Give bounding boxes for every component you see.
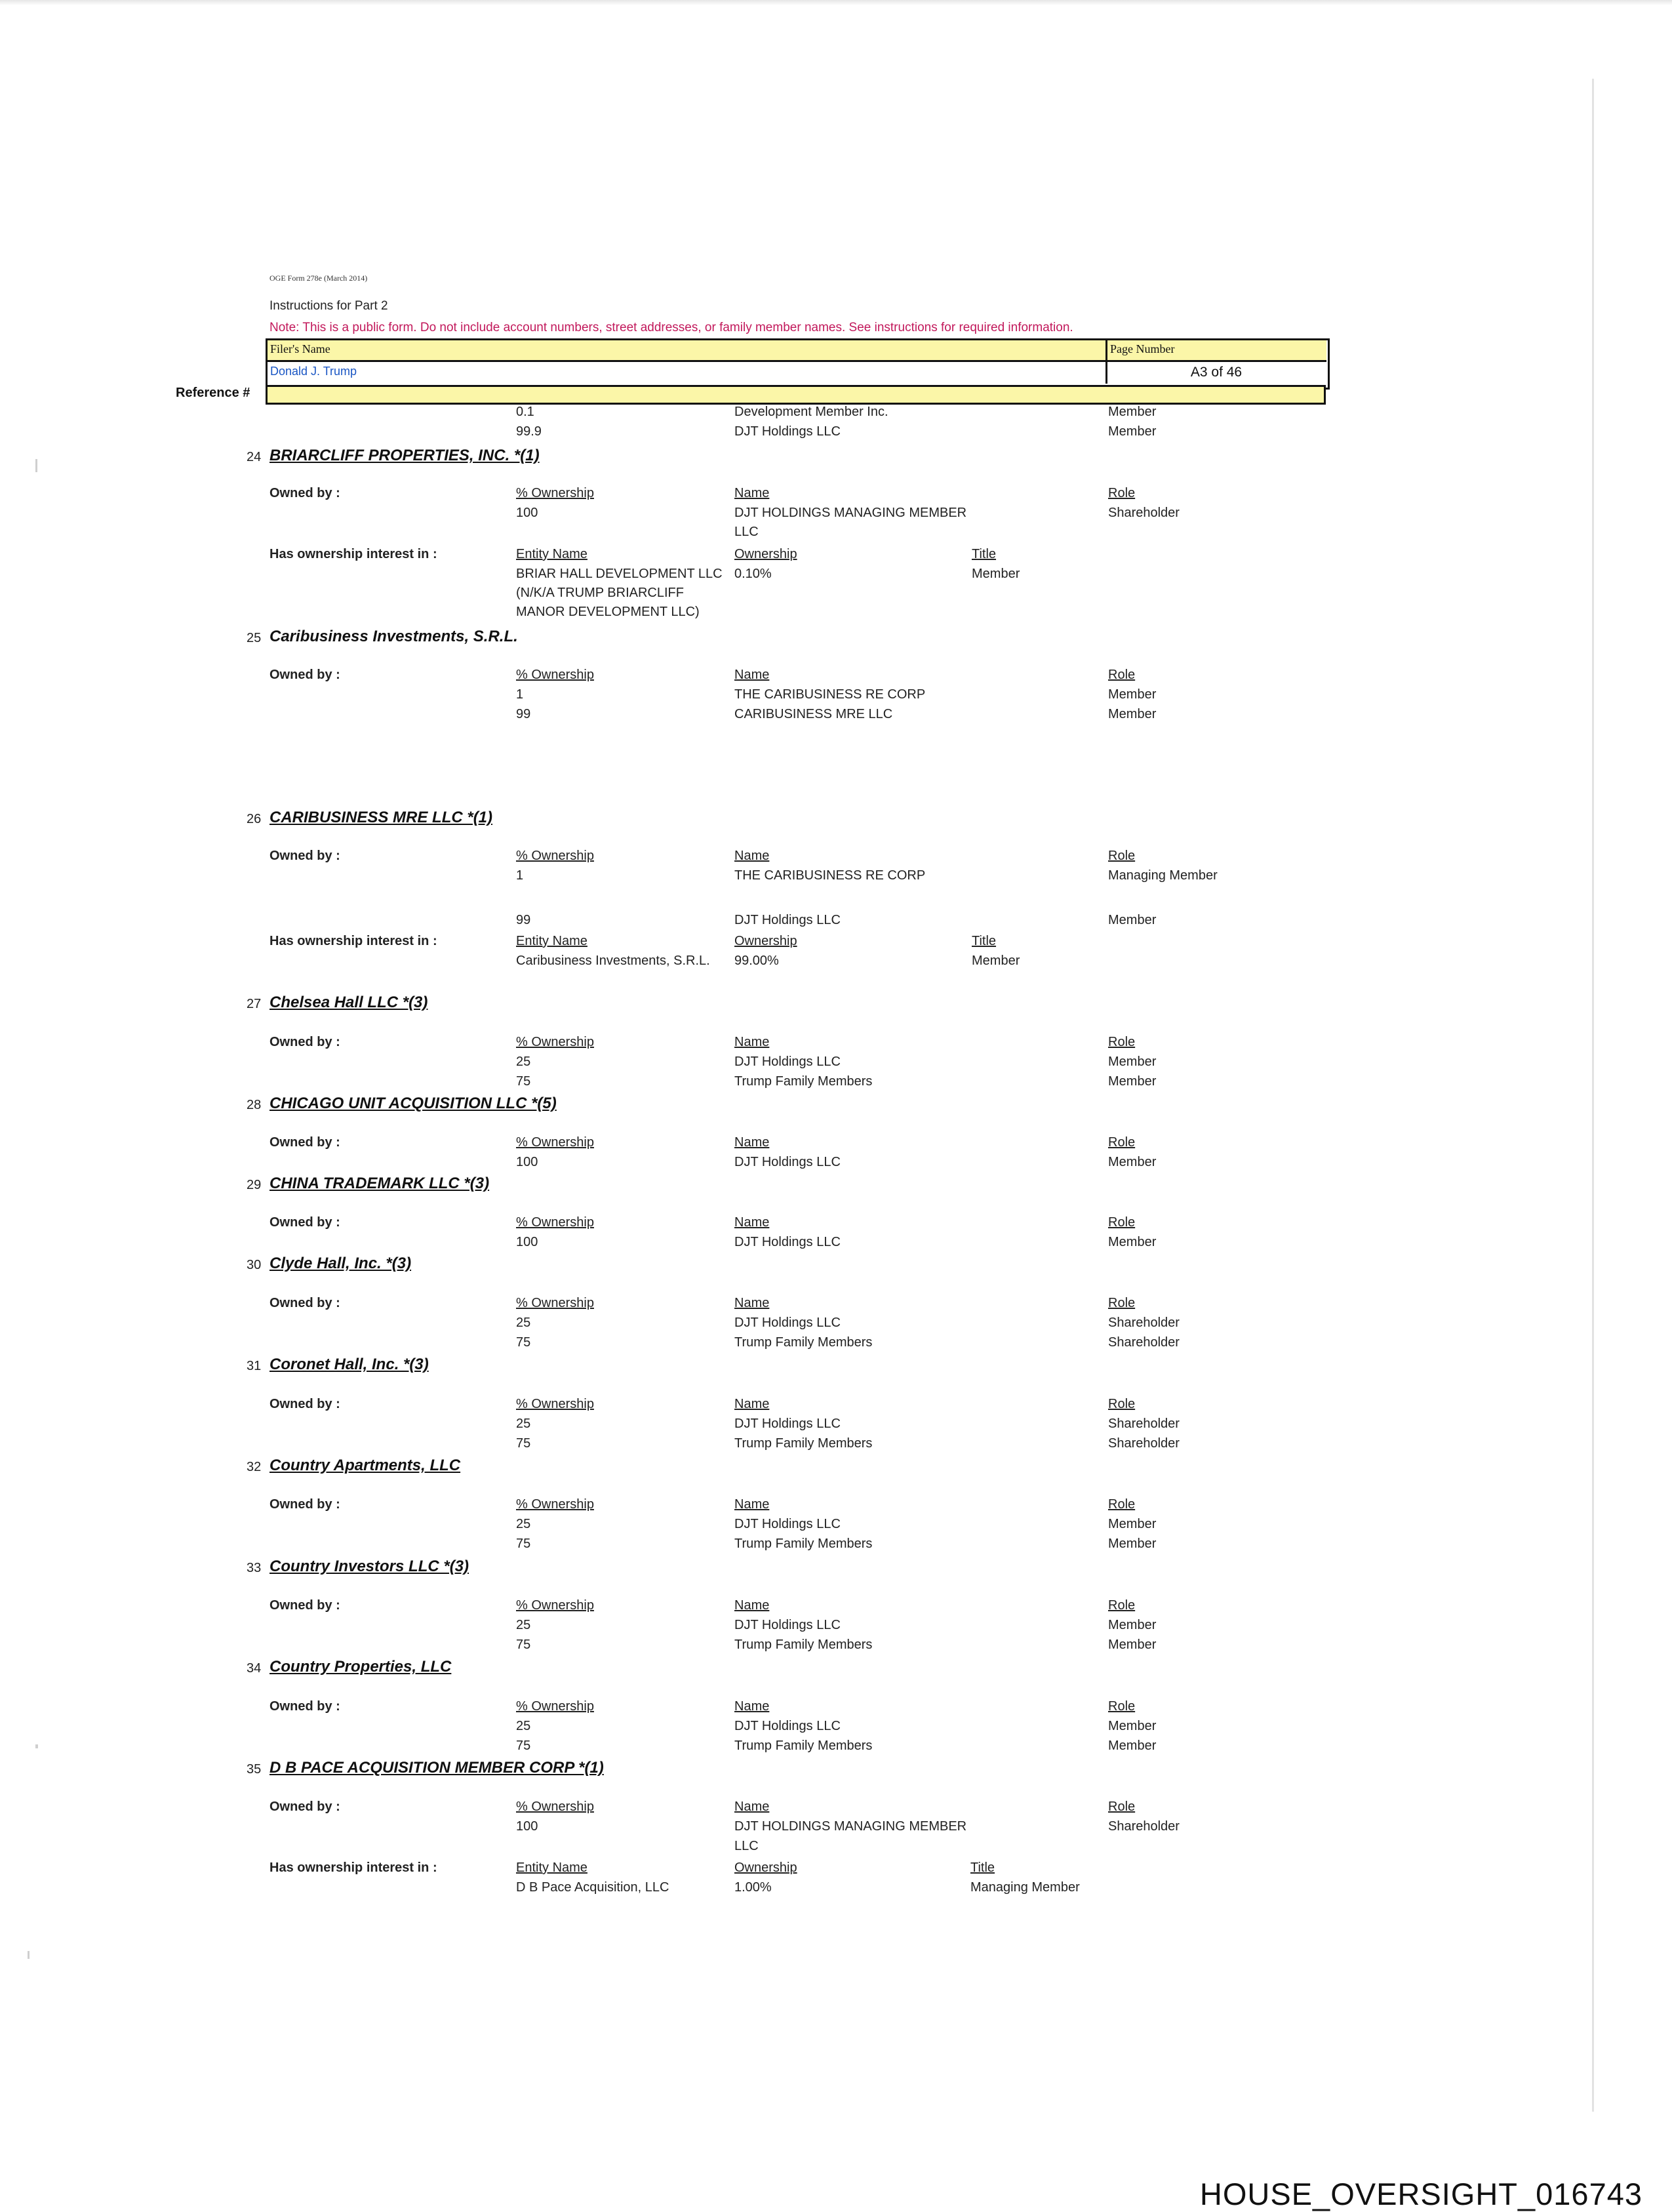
owner-pct: 25 <box>516 1618 531 1632</box>
entity-title: CHICAGO UNIT ACQUISITION LLC *(5) <box>269 1095 557 1112</box>
entity-title: Country Investors LLC *(3) <box>269 1558 469 1575</box>
interest-title: Managing Member <box>970 1880 1080 1895</box>
entity-number: 34 <box>247 1661 262 1676</box>
has-interest-label: Has ownership interest in : <box>269 934 437 948</box>
interest-ownership: 99.00% <box>734 954 779 968</box>
owner-name: Trump Family Members <box>734 1335 873 1350</box>
owner-name-cont: LLC <box>734 525 759 539</box>
owned-by-label: Owned by : <box>269 1296 340 1310</box>
name-header: Name <box>734 1135 770 1150</box>
interest-ownership: 0.10% <box>734 567 772 581</box>
pct-ownership-header: % Ownership <box>516 1497 594 1512</box>
pct-ownership-header: % Ownership <box>516 668 594 682</box>
owned-by-label: Owned by : <box>269 849 340 863</box>
owner-pct: 25 <box>516 1055 531 1069</box>
cont-row-2-pct: 99.9 <box>516 424 542 439</box>
name-header: Name <box>734 1497 770 1512</box>
role-header: Role <box>1108 1215 1136 1230</box>
role-header: Role <box>1108 1397 1136 1411</box>
cont-row-1-pct: 0.1 <box>516 405 534 419</box>
owner-role: Member <box>1108 1074 1157 1089</box>
owner-pct: 75 <box>516 1436 531 1451</box>
owner-name: THE CARIBUSINESS RE CORP <box>734 687 926 702</box>
entity-title: D B PACE ACQUISITION MEMBER CORP *(1) <box>269 1759 604 1777</box>
reference-label: Reference # <box>176 386 250 400</box>
filer-header-divider <box>1105 340 1107 384</box>
owner-name: Trump Family Members <box>734 1537 873 1551</box>
owned-by-label: Owned by : <box>269 1497 340 1512</box>
owned-by-label: Owned by : <box>269 1397 340 1411</box>
cont-row-1-name: Development Member Inc. <box>734 405 888 419</box>
owner-name: DJT Holdings LLC <box>734 1719 841 1733</box>
role-header: Role <box>1108 1598 1136 1613</box>
pct-ownership-header: % Ownership <box>516 1598 594 1613</box>
name-header: Name <box>734 849 770 863</box>
scan-right-edge <box>1592 79 1594 2112</box>
role-header: Role <box>1108 1497 1136 1512</box>
title-header: Title <box>970 1860 995 1875</box>
pct-ownership-header: % Ownership <box>516 1215 594 1230</box>
ownership-header: Ownership <box>734 1860 797 1875</box>
role-header: Role <box>1108 1296 1136 1310</box>
owner-name: DJT Holdings LLC <box>734 1235 841 1249</box>
owner-role: Member <box>1108 1155 1157 1169</box>
entity-number: 31 <box>247 1359 262 1373</box>
owned-by-label: Owned by : <box>269 1800 340 1814</box>
pct-ownership-header: % Ownership <box>516 1135 594 1150</box>
name-header: Name <box>734 1699 770 1714</box>
owner-pct: 25 <box>516 1719 531 1733</box>
role-header: Role <box>1108 1699 1136 1714</box>
owner-pct: 75 <box>516 1537 531 1551</box>
bates-stamp: HOUSE_OVERSIGHT_016743 <box>1199 2177 1642 2211</box>
owner-role: Shareholder <box>1108 1417 1180 1431</box>
owner-role: Shareholder <box>1108 1335 1180 1350</box>
interest-title: Member <box>972 567 1020 581</box>
entity-number: 32 <box>247 1460 262 1474</box>
owned-by-label: Owned by : <box>269 668 340 682</box>
owner-role: Managing Member <box>1108 868 1218 883</box>
owner-role: Member <box>1108 707 1157 721</box>
entity-number: 30 <box>247 1258 262 1272</box>
owned-by-label: Owned by : <box>269 486 340 500</box>
pct-ownership-header: % Ownership <box>516 1699 594 1714</box>
entity-number: 33 <box>247 1561 262 1575</box>
role-header: Role <box>1108 849 1136 863</box>
entity-title: Country Properties, LLC <box>269 1658 452 1676</box>
owner-role: Member <box>1108 1537 1157 1551</box>
owner-role: Member <box>1108 913 1157 927</box>
owner-pct: 75 <box>516 1739 531 1753</box>
owner-role: Member <box>1108 687 1157 702</box>
owner-role: Member <box>1108 1517 1157 1531</box>
entity-number: 29 <box>247 1178 262 1192</box>
entity-title: CARIBUSINESS MRE LLC *(1) <box>269 809 493 826</box>
owner-name: THE CARIBUSINESS RE CORP <box>734 868 926 883</box>
name-header: Name <box>734 1397 770 1411</box>
owner-name: Trump Family Members <box>734 1074 873 1089</box>
owner-name: DJT HOLDINGS MANAGING MEMBER <box>734 1819 967 1834</box>
name-header: Name <box>734 1035 770 1049</box>
entity-number: 35 <box>247 1762 262 1777</box>
scan-speck <box>35 459 37 472</box>
owner-name: DJT Holdings LLC <box>734 1417 841 1431</box>
role-header: Role <box>1108 1135 1136 1150</box>
owner-name: DJT Holdings LLC <box>734 913 841 927</box>
pct-ownership-header: % Ownership <box>516 486 594 500</box>
has-interest-label: Has ownership interest in : <box>269 547 437 561</box>
role-header: Role <box>1108 1800 1136 1814</box>
pct-ownership-header: % Ownership <box>516 1296 594 1310</box>
owner-pct: 75 <box>516 1638 531 1652</box>
has-interest-label: Has ownership interest in : <box>269 1860 437 1875</box>
interest-entity-name: BRIAR HALL DEVELOPMENT LLC <box>516 567 723 581</box>
pct-ownership-header: % Ownership <box>516 849 594 863</box>
owner-pct: 99 <box>516 707 531 721</box>
filer-name-label: Filer's Name <box>270 342 330 355</box>
title-header: Title <box>972 547 997 561</box>
scan-top-edge <box>0 0 1672 5</box>
interest-ownership: 1.00% <box>734 1880 772 1895</box>
interest-title: Member <box>972 954 1020 968</box>
owner-name: DJT Holdings LLC <box>734 1618 841 1632</box>
owner-role: Member <box>1108 1618 1157 1632</box>
entity-number: 28 <box>247 1098 262 1112</box>
entity-name-header: Entity Name <box>516 547 587 561</box>
interest-entity-name: Caribusiness Investments, S.R.L. <box>516 954 710 968</box>
entity-title: Country Apartments, LLC <box>269 1457 461 1474</box>
reference-field[interactable] <box>266 385 1326 405</box>
owner-role: Member <box>1108 1719 1157 1733</box>
owned-by-label: Owned by : <box>269 1699 340 1714</box>
owner-pct: 25 <box>516 1316 531 1330</box>
instructions-link[interactable]: Instructions for Part 2 <box>269 299 388 313</box>
entity-number: 26 <box>247 812 262 826</box>
owner-role: Shareholder <box>1108 1316 1180 1330</box>
filer-name-field[interactable]: Donald J. Trump <box>270 365 357 378</box>
owner-role: Shareholder <box>1108 506 1180 520</box>
owner-name: Trump Family Members <box>734 1436 873 1451</box>
name-header: Name <box>734 1215 770 1230</box>
name-header: Name <box>734 486 770 500</box>
owner-role: Shareholder <box>1108 1819 1180 1834</box>
owner-role: Member <box>1108 1638 1157 1652</box>
form-id: OGE Form 278e (March 2014) <box>269 273 368 283</box>
owned-by-label: Owned by : <box>269 1035 340 1049</box>
role-header: Role <box>1108 486 1136 500</box>
pct-ownership-header: % Ownership <box>516 1035 594 1049</box>
owner-name: DJT Holdings LLC <box>734 1055 841 1069</box>
owner-name: CARIBUSINESS MRE LLC <box>734 707 893 721</box>
entity-title: BRIARCLIFF PROPERTIES, INC. *(1) <box>269 447 540 464</box>
entity-name-header: Entity Name <box>516 1860 587 1875</box>
owned-by-label: Owned by : <box>269 1598 340 1613</box>
owner-name: DJT Holdings LLC <box>734 1316 841 1330</box>
scan-speck <box>35 1744 38 1748</box>
interest-entity-name-cont: MANOR DEVELOPMENT LLC) <box>516 605 700 619</box>
cont-row-1-role: Member <box>1108 405 1157 419</box>
entity-title: Coronet Hall, Inc. *(3) <box>269 1356 429 1373</box>
owner-name: DJT HOLDINGS MANAGING MEMBER <box>734 506 967 520</box>
page-number-label: Page Number <box>1110 342 1175 355</box>
owner-role: Member <box>1108 1235 1157 1249</box>
owned-by-label: Owned by : <box>269 1215 340 1230</box>
owner-pct: 75 <box>516 1074 531 1089</box>
entity-name-header: Entity Name <box>516 934 587 948</box>
scan-speck <box>28 1951 30 1959</box>
owned-by-label: Owned by : <box>269 1135 340 1150</box>
page-number-field[interactable]: A3 of 46 <box>1190 365 1243 380</box>
owner-role: Member <box>1108 1055 1157 1069</box>
interest-entity-name: D B Pace Acquisition, LLC <box>516 1880 669 1895</box>
name-header: Name <box>734 1296 770 1310</box>
owner-pct: 1 <box>516 687 524 702</box>
entity-title: Clyde Hall, Inc. *(3) <box>269 1255 412 1272</box>
owner-name: Trump Family Members <box>734 1739 873 1753</box>
role-header: Role <box>1108 1035 1136 1049</box>
entity-title: Chelsea Hall LLC *(3) <box>269 994 428 1011</box>
role-header: Role <box>1108 668 1136 682</box>
cont-row-2-role: Member <box>1108 424 1157 439</box>
owner-name: DJT Holdings LLC <box>734 1155 841 1169</box>
entity-number: 27 <box>247 997 262 1011</box>
owner-pct: 75 <box>516 1335 531 1350</box>
entity-title: CHINA TRADEMARK LLC *(3) <box>269 1175 490 1192</box>
owner-name: Trump Family Members <box>734 1638 873 1652</box>
owner-name-cont: LLC <box>734 1839 759 1853</box>
entity-title: Caribusiness Investments, S.R.L. <box>269 628 518 645</box>
title-header: Title <box>972 934 997 948</box>
ownership-header: Ownership <box>734 934 797 948</box>
owner-pct: 100 <box>516 1235 538 1249</box>
name-header: Name <box>734 668 770 682</box>
cont-row-2-name: DJT Holdings LLC <box>734 424 841 439</box>
owner-role: Shareholder <box>1108 1436 1180 1451</box>
owner-role: Member <box>1108 1739 1157 1753</box>
owner-name: DJT Holdings LLC <box>734 1517 841 1531</box>
owner-pct: 1 <box>516 868 524 883</box>
public-form-note: Note: This is a public form. Do not include account numbers, street addresses, or family member names. See instructions for required information. <box>269 321 1073 334</box>
owner-pct: 99 <box>516 913 531 927</box>
owner-pct: 100 <box>516 1155 538 1169</box>
owner-pct: 100 <box>516 1819 538 1834</box>
ownership-header: Ownership <box>734 547 797 561</box>
pct-ownership-header: % Ownership <box>516 1800 594 1814</box>
owner-pct: 25 <box>516 1417 531 1431</box>
interest-entity-name-cont: (N/K/A TRUMP BRIARCLIFF <box>516 586 684 600</box>
owner-pct: 100 <box>516 506 538 520</box>
entity-number: 25 <box>247 631 262 645</box>
entity-number: 24 <box>247 450 262 464</box>
name-header: Name <box>734 1800 770 1814</box>
name-header: Name <box>734 1598 770 1613</box>
pct-ownership-header: % Ownership <box>516 1397 594 1411</box>
owner-pct: 25 <box>516 1517 531 1531</box>
